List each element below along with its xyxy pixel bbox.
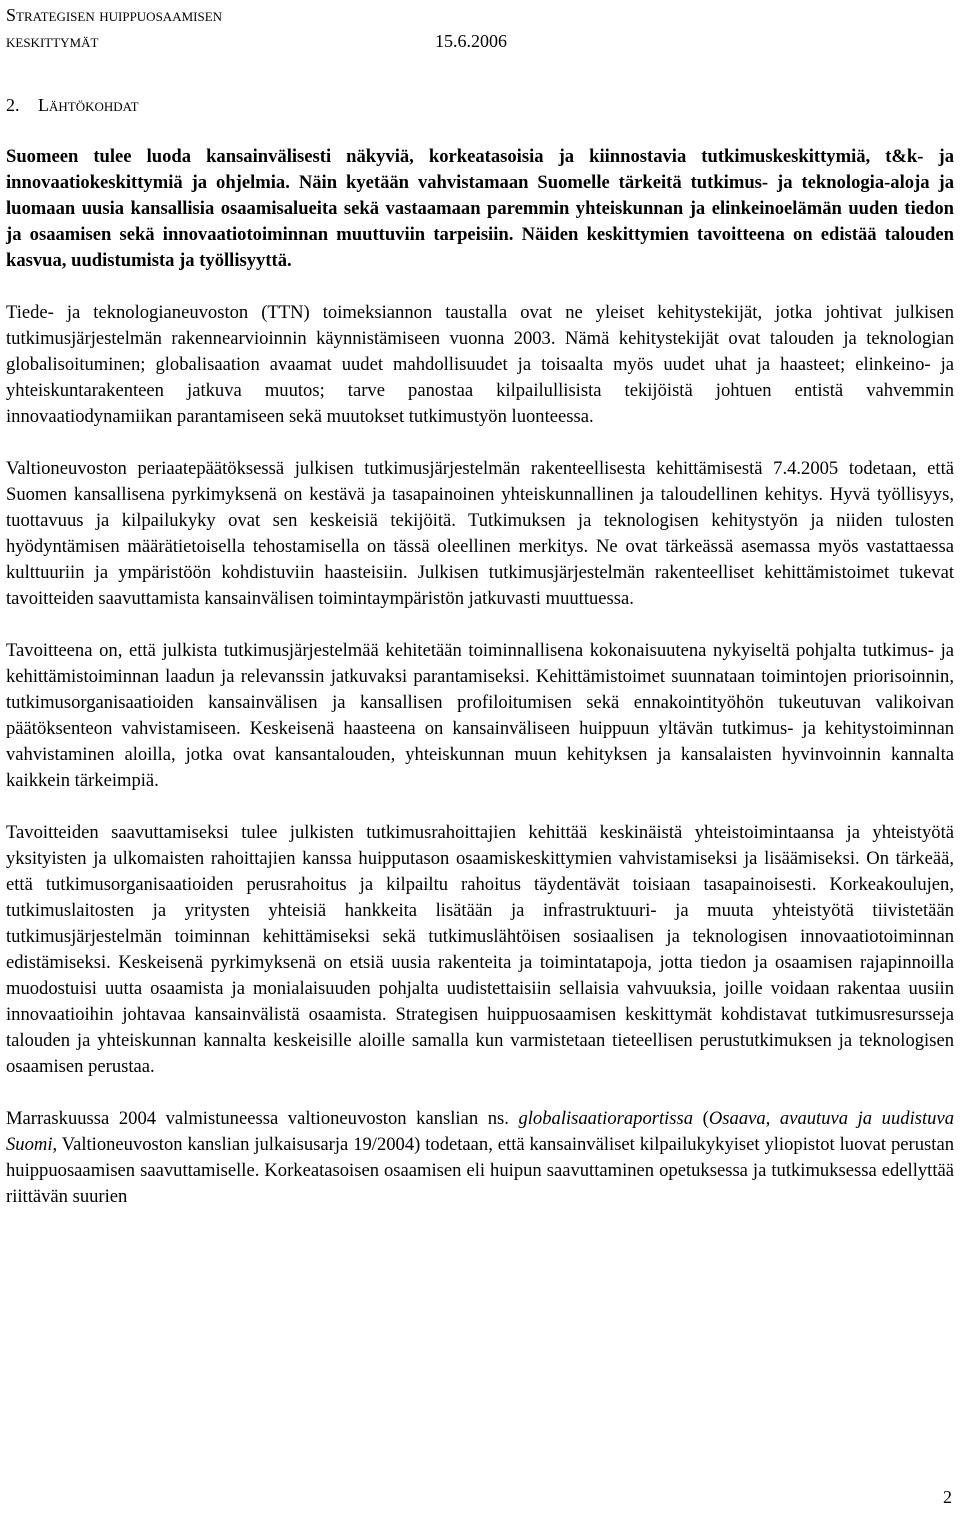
body-text [6, 144, 954, 1236]
paragraph-6-emphasis-report: globalisaatioraportissa [518, 1108, 694, 1129]
paragraph-6-emphasis-title: Osaava, avautuva ja uudistuva Suomi [6, 1108, 954, 1155]
paragraph-2: Tiede- ja teknologianeuvoston (TTN) toimeksiannon taustalla ovat ne yleiset kehitystekijät, jotka johtivat julkisen tutkimusjärjestelmän rakennearvioinnin käynnistämiseen vuonna 2003. Nämä kehitystekijät ovat talouden ja teknologian globalisoituminen; globalisaation avaamat uudet mahdollisuudet ja toisaalta myös uudet uhat ja haasteet; elinkeino- ja yhteiskuntarakenteen jatkuva muutos; tarve panostaa kilpailullisista tekijöistä johtuen entistä vahvemmin innovaatiodynamiikan parantamiseen sekä muutokset tutkimustyön luonteessa. [6, 302, 954, 427]
paragraph-3: Valtioneuvoston periaatepäätöksessä julkisen tutkimusjärjestelmän rakenteellisesta kehittämisestä 7.4.2005 todetaan, että Suomen kansallisena pyrkimyksenä on kestävä ja tasapainoinen yhteiskunnallinen ja taloudellinen kehitys. Hyvä työllisyys, tuottavuus ja kilpailukyky ovat sen keskeisiä tekijöitä. Tutkimuksen ja teknologisen kehitystyön ja niiden tulosten hyödyntämisen määrätietoisella tehostamisella on tässä oleellinen merkitys. Ne ovat tärkeässä asemassa myös vastattaessa kulttuuriin ja ympäristöön kohdistuviin haasteisiin. Julkisen tutkimusjärjestelmän rakenteelliset kehittämistoimet tukevat tavoitteiden saavuttamista kansainvälisen toimintaympäristön jatkuvasti muuttuessa. [6, 458, 954, 609]
header-org-line2-wrap [6, 28, 222, 54]
section-heading [6, 92, 139, 118]
section-title: Lähtökohdat [38, 95, 139, 115]
paragraph-6 [6, 1106, 954, 1210]
paragraph-1: Suomeen tulee luoda kansainvälisesti näkyviä, korkeatasoisia ja kiinnostavia tutkimuskeskittymiä, t&k- ja innovaatiokeskittymiä ja ohjelmia. Näin kyetään vahvistamaan Suomelle tärkeitä tutkimus- ja teknologia-aloja ja luomaan uusia kansallisia osaamisalueita sekä vastaamaan paremmin yhteiskunnan ja elinkeinoelämän uuden tiedon ja osaamisen sekä innovaatiotoiminnan muuttuviin tarpeisiin. Näiden keskittymien tavoitteena on edistää talouden kasvua, uudistumista ja työllisyyttä. [6, 146, 954, 271]
page-number: 2 [943, 1487, 952, 1507]
header-org-line1: Strategisen huippuosaamisen [6, 5, 223, 25]
header-org-line2: keskittymät [6, 31, 99, 51]
paragraph-6-part-b: ( [693, 1108, 709, 1129]
paragraph-6-part-c: , Valtioneuvoston kanslian julkaisusarja 19/2004) todetaan, että kansainväliset kilpailukykyiset yliopistot luovat perustan huippuosaamisen saavuttamiselle. Korkeatasoisen osaamisen eli huipun saavuttaminen opetuksessa ja tutkimuksessa edellyttää riittävän suurien [6, 1134, 954, 1207]
header-date: 15.6.2006 [435, 31, 507, 51]
paragraph-4: Tavoitteena on, että julkista tutkimusjärjestelmää kehitetään toiminnallisena kokonaisuutena nykyiseltä pohjalta tutkimus- ja kehittämistoiminnan laadun ja relevanssin jatkuvaksi parantamiseksi. Kehittämistoimet suunnataan toimintojen priorisoinnin, tutkimusorganisaatioiden kansainvälisen ja kansallisen profiloitumisen sekä ennakointityöhön tukeutuvan valikoivan päätöksenteon vahvistamiseen. Keskeisenä haasteena on kansainväliseen huippuun yltävän tutkimus- ja kehitystoiminnan vahvistaminen aloilla, jotka ovat kansantalouden, yhteiskunnan muun kehityksen ja kansalaisten hyvinvoinnin kannalta kaikkein tärkeimpiä. [6, 640, 954, 791]
section-number: 2. [6, 95, 20, 115]
paragraph-5: Tavoitteiden saavuttamiseksi tulee julkisten tutkimusrahoittajien kehittää keskinäistä yhteistoimintaansa ja yhteistyötä yksityisten ja ulkomaisten rahoittajien kanssa huipputason osaamiskeskittymien vahvistamiseksi ja lisäämiseksi. On tärkeää, että tutkimusorganisaatioiden perusrahoitus ja kilpailtu rahoitus täydentävät toisiaan tasapainoisesti. Korkeakoulujen, tutkimuslaitosten ja yritysten yhteisiä hankkeita lisätään ja infrastruktuuri- ja muuta yhteistyötä tiivistetään tutkimusjärjestelmän toiminnan kehittämiseksi sekä tutkimuslähtöisen sosiaalisen ja teknologisen innovaatiotoiminnan edistämiseksi. Keskeisenä pyrkimyksenä on etsiä uusia rakenteita ja toimintatapoja, jotta tiedon ja osaamisen rajapinnoilla muodostuisi uutta osaamista ja monialaisuuden pohjalta uudistettaisiin sellaisia vahvuuksia, joille voidaan rakentaa uusiin innovaatioihin johtavaa kansainvälistä osaamista. Strategisen huippuosaamisen keskittymät kohdistavat tutkimusresursseja talouden ja yhteiskunnan kannalta keskeisille aloille samalla kun varmistetaan tieteellisen perustutkimuksen ja teknologisen osaamisen perustaa. [6, 822, 954, 1077]
paragraph-6-part-a: Marraskuussa 2004 valmistuneessa valtioneuvoston kanslian ns. [6, 1108, 519, 1129]
page-header [6, 2, 507, 54]
